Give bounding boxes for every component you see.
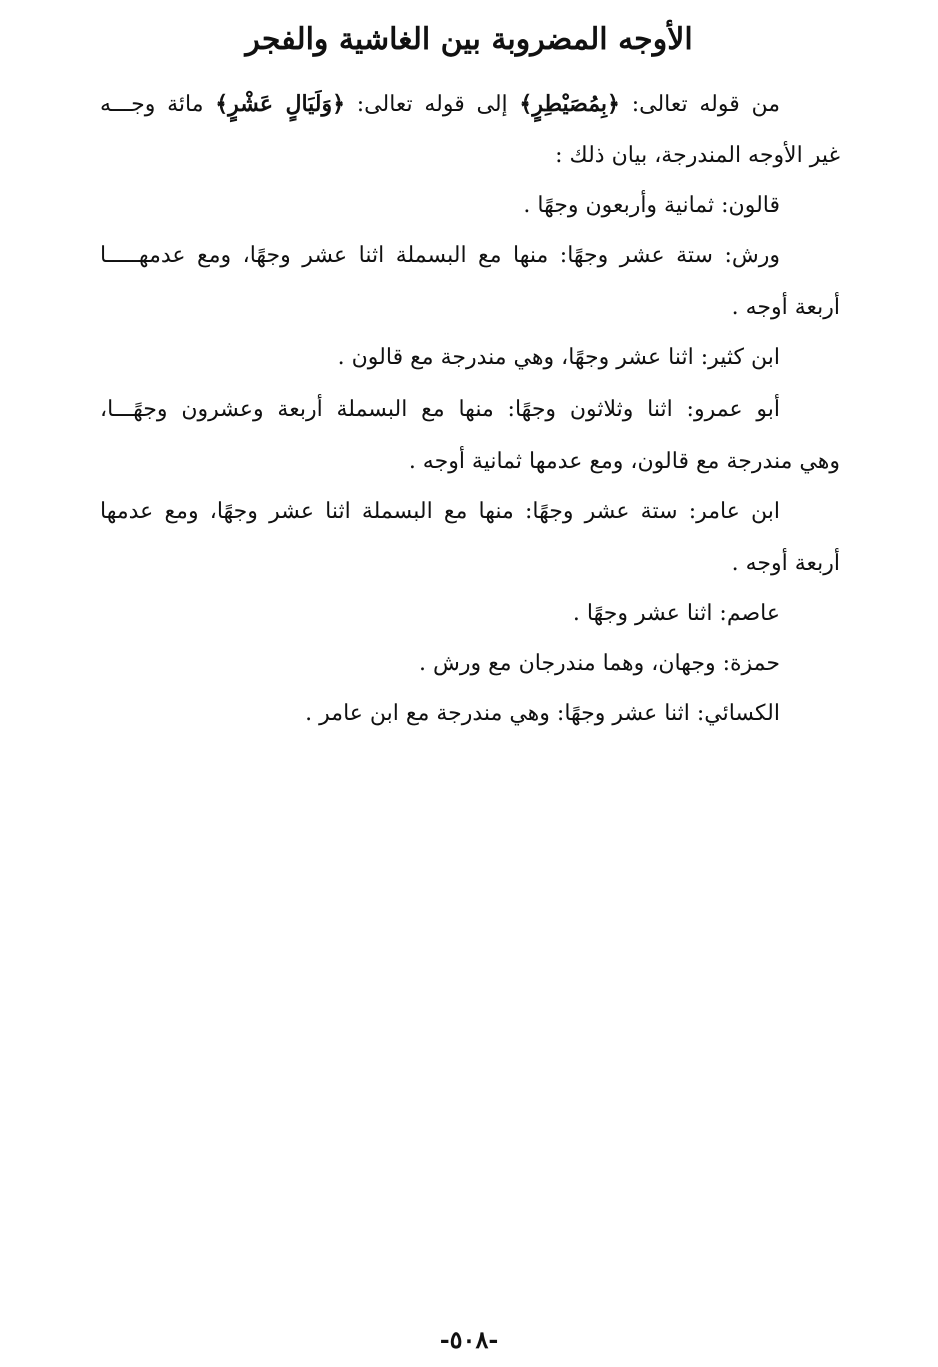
page-title: الأوجه المضروبة بين الغاشية والفجر (245, 22, 693, 57)
warsh-line-2: أربعة أوجه . (731, 295, 840, 320)
intro-suffix: مائة وجـــه (100, 92, 204, 117)
asim-line: عاصم: اثنا عشر وجهًا . (572, 601, 780, 626)
ibn-amir-line-1: ابن عامر: ستة عشر وجهًا: منها مع البسملة اثنا عشر وجهًا، ومع عدمها (100, 499, 780, 524)
qalun-line: قالون: ثمانية وأربعون وجهًا . (523, 193, 780, 218)
intro-middle: إلى قوله تعالى: (356, 92, 508, 117)
quran-verse-1: ﴿بِمُصَيْطِرٍ﴾ (519, 91, 620, 117)
warsh-line-1: ورش: ستة عشر وجهًا: منها مع البسملة اثنا عشر وجهًا، ومع عدمهـــــا (100, 243, 780, 268)
ibn-kathir-line: ابن كثير: اثنا عشر وجهًا، وهي مندرجة مع قالون . (337, 345, 780, 370)
page-number: -٥٠٨- (439, 1325, 499, 1354)
intro-line-2: غير الأوجه المندرجة، بيان ذلك : (555, 143, 840, 168)
intro-line-1 (100, 86, 780, 123)
abu-amr-line-2: وهي مندرجة مع قالون، ومع عدمها ثمانية أوجه . (408, 449, 840, 474)
quran-verse-2: ﴿وَلَيَالٍ عَشْرٍ﴾ (215, 91, 345, 117)
intro-prefix: من قوله تعالى: (631, 92, 780, 117)
hamza-line: حمزة: وجهان، وهما مندرجان مع ورش . (419, 651, 780, 676)
abu-amr-line-1: أبو عمرو: اثنا وثلاثون وجهًا: منها مع البسملة أربعة وعشرون وجهًـــا، (100, 397, 780, 422)
ibn-amir-line-2: أربعة أوجه . (731, 551, 840, 576)
kisai-line: الكسائي: اثنا عشر وجهًا: وهي مندرجة مع ابن عامر . (305, 701, 780, 726)
